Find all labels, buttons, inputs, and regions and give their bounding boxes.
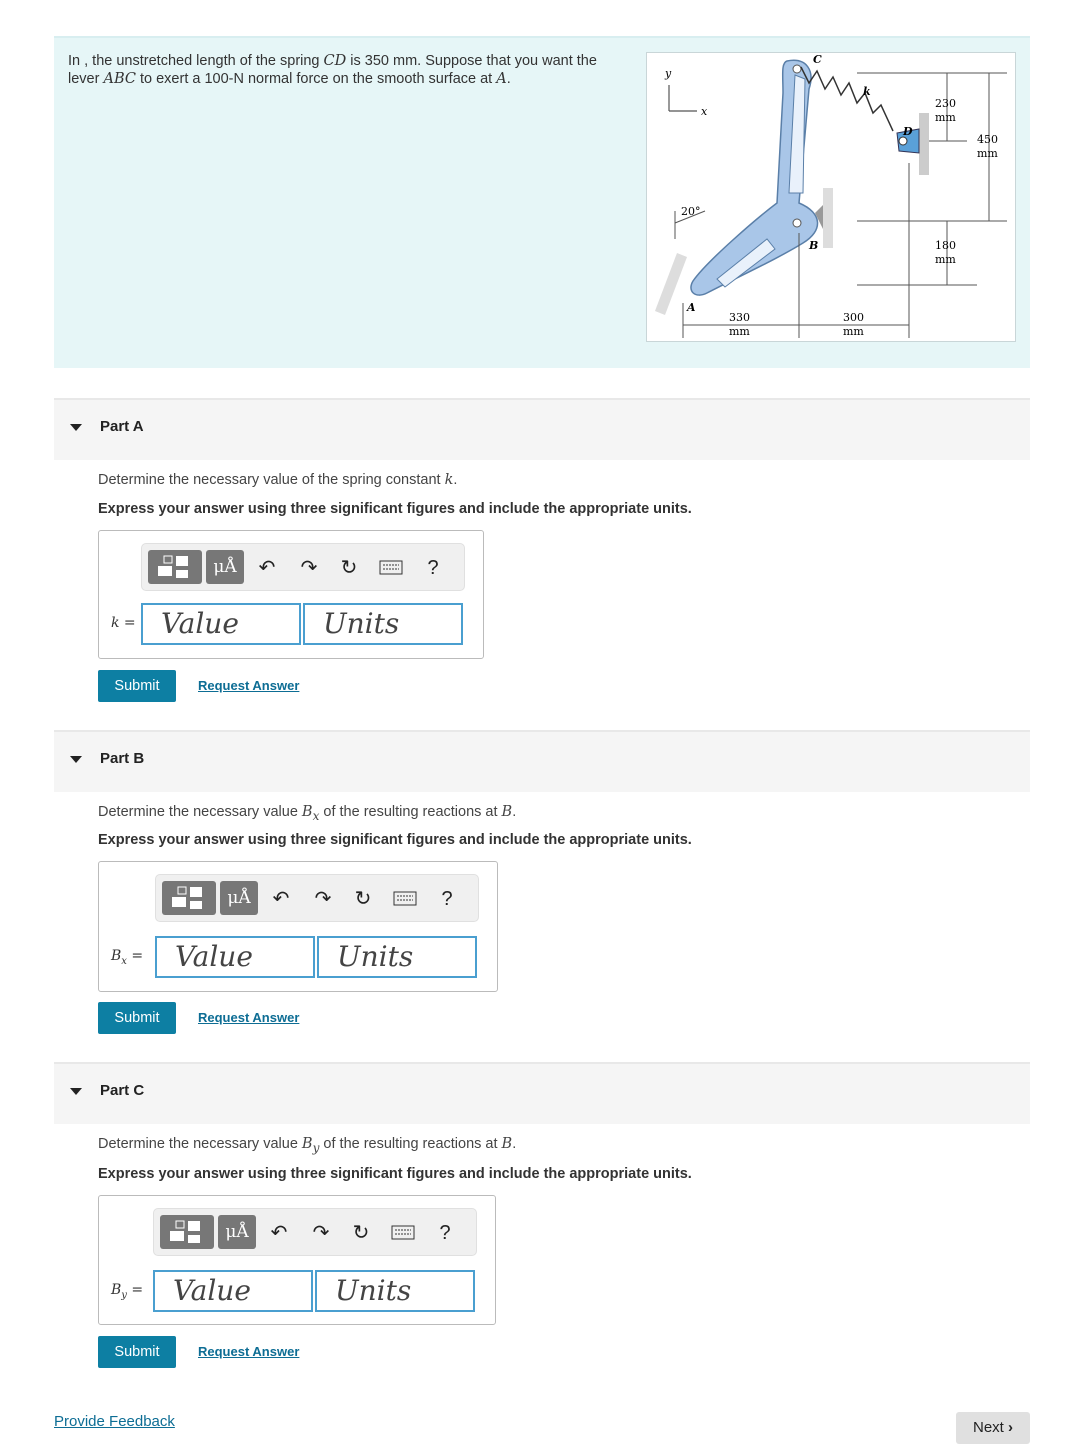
reset-icon[interactable]: ↻ [340, 557, 358, 579]
templates-icon [160, 1215, 214, 1249]
fig-label-d: D [903, 125, 913, 138]
provide-feedback-link[interactable]: Provide Feedback [54, 1413, 175, 1430]
units-button[interactable]: μÅ [206, 550, 244, 584]
fig-dim-180-unit: mm [935, 253, 956, 266]
part-b-toolbar [155, 874, 479, 922]
undo-icon[interactable]: ↶ [270, 1222, 288, 1244]
next-button[interactable] [956, 1412, 1030, 1444]
collapse-caret-icon[interactable] [70, 424, 82, 431]
part-b-title: Part B [100, 750, 145, 767]
collapse-caret-icon[interactable] [70, 1088, 82, 1095]
undo-icon[interactable]: ↶ [272, 888, 290, 910]
part-a-question: Determine the necessary value of the spring constant k. [98, 472, 458, 488]
fig-label-k: k [863, 85, 871, 98]
part-c-var-label: $B_y$ = [111, 1282, 144, 1301]
fig-label-b: B [809, 239, 819, 252]
reset-icon[interactable]: ↻ [354, 888, 372, 910]
part-a-var-label: k = [111, 615, 136, 631]
part-c-units-input[interactable]: Units [315, 1270, 475, 1312]
fig-dim-330: 330 [729, 311, 750, 324]
help-icon[interactable]: ? [427, 557, 439, 579]
fig-dim-450: 450 [977, 133, 998, 146]
part-c-value-input[interactable]: Value [153, 1270, 313, 1312]
figure-svg [647, 53, 1015, 341]
keyboard-icon[interactable] [390, 1219, 416, 1247]
templates-icon [162, 881, 216, 915]
fig-label-x: x [701, 105, 708, 118]
part-a-units-input[interactable]: Units [303, 603, 463, 645]
fig-label-y: y [665, 67, 672, 80]
templates-button[interactable] [160, 1215, 214, 1249]
fig-label-angle: 20° [681, 205, 701, 218]
fig-label-a: A [687, 301, 696, 314]
part-a-header[interactable] [54, 398, 1030, 460]
undo-icon[interactable]: ↶ [258, 557, 276, 579]
keyboard-icon[interactable] [378, 554, 404, 582]
part-c-answer-box [98, 1195, 496, 1325]
part-c-header[interactable] [54, 1062, 1030, 1124]
lever-spring-figure [646, 52, 1016, 342]
part-a-request-answer-link[interactable]: Request Answer [198, 678, 300, 693]
part-b-answer-box [98, 861, 498, 992]
part-a-submit-button[interactable]: Submit [98, 670, 176, 702]
part-b-submit-button[interactable]: Submit [98, 1002, 176, 1034]
part-b-request-answer-link[interactable]: Request Answer [198, 1010, 300, 1025]
collapse-caret-icon[interactable] [70, 756, 82, 763]
part-c-submit-button[interactable]: Submit [98, 1336, 176, 1368]
fig-dim-330-unit: mm [729, 325, 750, 338]
units-button[interactable]: μÅ [218, 1215, 256, 1249]
part-a-instruction: Express your answer using three significant figures and include the appropriate units. [98, 501, 692, 517]
help-icon[interactable]: ? [439, 1222, 451, 1244]
fig-dim-180: 180 [935, 239, 956, 252]
help-icon[interactable]: ? [441, 888, 453, 910]
part-c-title: Part C [100, 1082, 145, 1099]
redo-icon[interactable]: ↷ [312, 1222, 330, 1244]
units-button[interactable]: μÅ [220, 881, 258, 915]
templates-button[interactable] [148, 550, 202, 584]
part-a-answer-box [98, 530, 484, 659]
part-a-value-input[interactable]: Value [141, 603, 301, 645]
fig-dim-300-unit: mm [843, 325, 864, 338]
keyboard-icon[interactable] [392, 885, 418, 913]
fig-dim-450-unit: mm [977, 147, 998, 160]
part-b-instruction: Express your answer using three significant figures and include the appropriate units. [98, 832, 692, 848]
part-b-header[interactable] [54, 730, 1030, 792]
part-c-question: Determine the necessary value $B_y$ of the resulting reactions at B. [98, 1136, 517, 1155]
part-b-var-label: $B_x$ = [111, 948, 144, 967]
fig-label-c: C [813, 53, 822, 66]
fig-dim-230: 230 [935, 97, 956, 110]
next-label: Next [972, 1419, 1004, 1436]
problem-statement [54, 36, 1030, 368]
part-a-toolbar [141, 543, 465, 591]
part-b-value-input[interactable]: Value [155, 936, 315, 978]
part-c-toolbar [153, 1208, 477, 1256]
redo-icon[interactable]: ↷ [314, 888, 332, 910]
part-b-question: Determine the necessary value $B_x$ of the resulting reactions at B. [98, 804, 517, 823]
problem-text: In , the unstretched length of the spring CD is 350 mm. Suppose that you want the lever ABC to exert a 100-N normal force on the smooth surface at A. [68, 53, 597, 87]
part-b-units-input[interactable]: Units [317, 936, 477, 978]
templates-button[interactable] [162, 881, 216, 915]
part-c-instruction: Express your answer using three significant figures and include the appropriate units. [98, 1166, 692, 1182]
templates-icon [148, 550, 202, 584]
chevron-right-icon: › [1008, 1419, 1013, 1436]
fig-dim-300: 300 [843, 311, 864, 324]
reset-icon[interactable]: ↻ [352, 1222, 370, 1244]
redo-icon[interactable]: ↷ [300, 557, 318, 579]
fig-dim-230-unit: mm [935, 111, 956, 124]
part-a-title: Part A [100, 418, 144, 435]
part-c-request-answer-link[interactable]: Request Answer [198, 1344, 300, 1359]
